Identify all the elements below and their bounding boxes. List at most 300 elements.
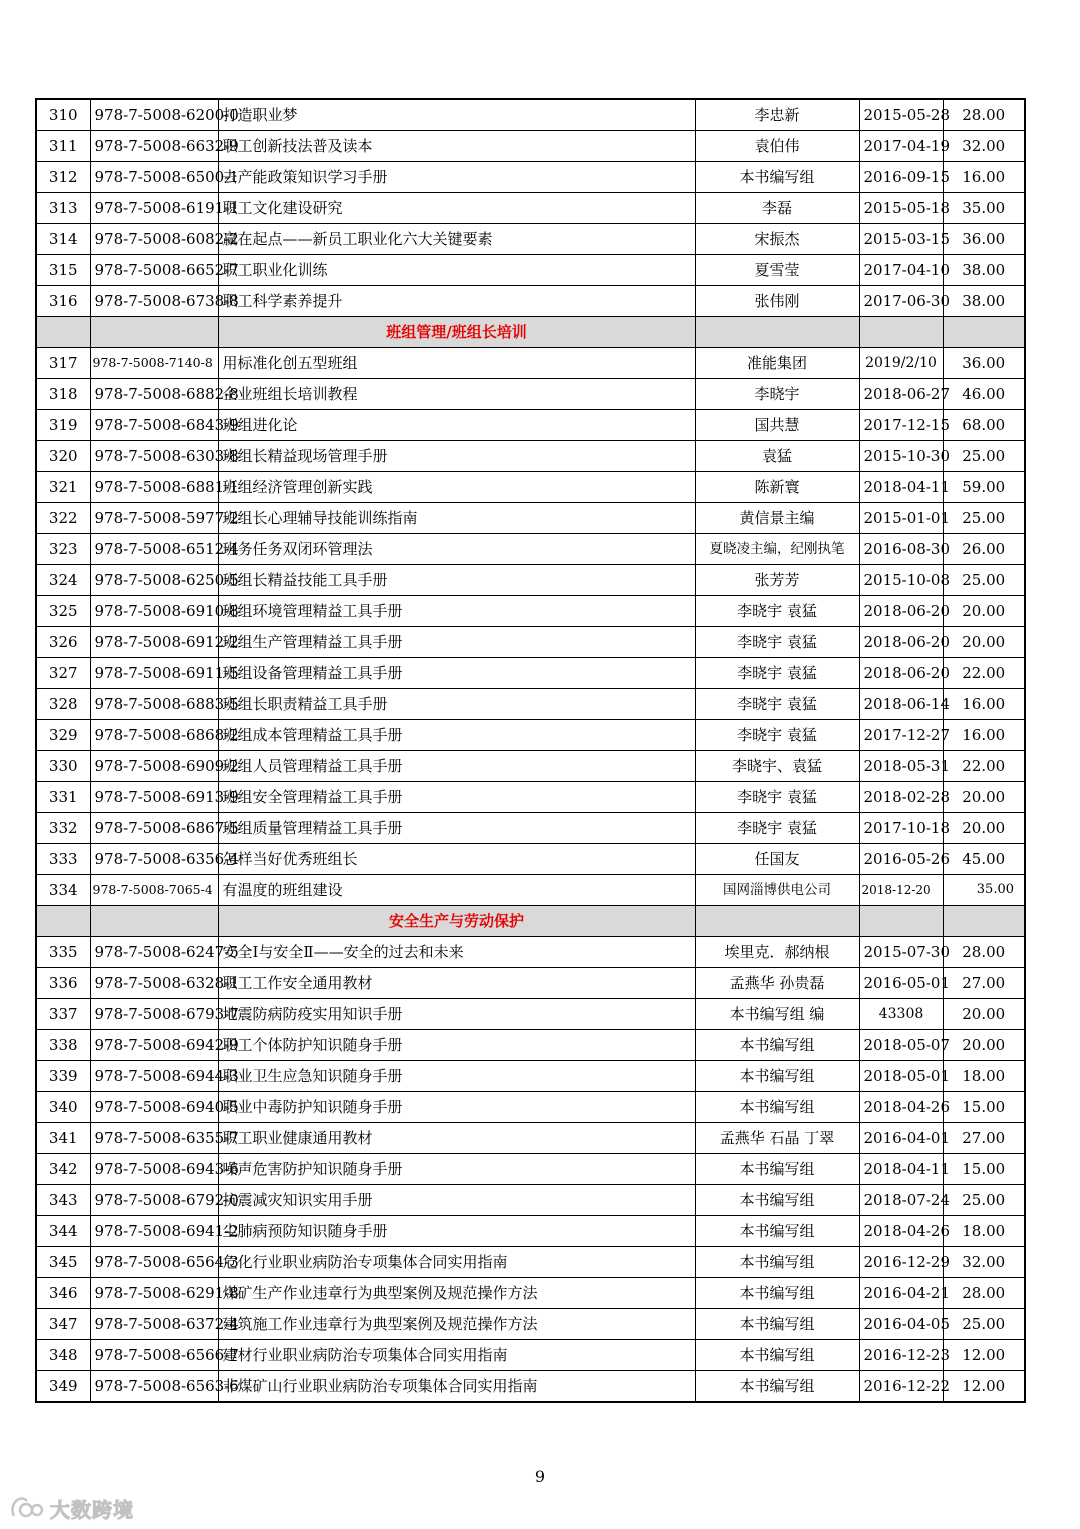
title-cell: 班组进化论 bbox=[218, 410, 695, 441]
title-cell: 地震防病防疫实用知识手册 bbox=[218, 999, 695, 1030]
price-cell: 28.00 bbox=[943, 1278, 1025, 1309]
author-cell: 本书编写组 bbox=[695, 1309, 859, 1340]
date-cell: 2017-04-10 bbox=[859, 255, 943, 286]
author-cell: 国网淄博供电公司 bbox=[695, 875, 859, 906]
date-cell: 2018-02-28 bbox=[859, 782, 943, 813]
price-cell: 20.00 bbox=[943, 813, 1025, 844]
title-cell: 班组人员管理精益工具手册 bbox=[218, 751, 695, 782]
price-cell: 18.00 bbox=[943, 1061, 1025, 1092]
author-cell: 本书编写组 编 bbox=[695, 999, 859, 1030]
row-number-cell: 335 bbox=[36, 937, 90, 968]
price-cell: 32.00 bbox=[943, 131, 1025, 162]
isbn-cell: 978-7-5008-6943-6 bbox=[90, 1154, 218, 1185]
table-row bbox=[36, 1247, 1025, 1278]
price-cell: 35.00 bbox=[943, 875, 1025, 906]
table-row bbox=[36, 162, 1025, 193]
table-row bbox=[36, 565, 1025, 596]
price-cell: 15.00 bbox=[943, 1154, 1025, 1185]
row-number-cell: 317 bbox=[36, 348, 90, 379]
date-cell: 2015-01-01 bbox=[859, 503, 943, 534]
author-cell: 李忠新 bbox=[695, 99, 859, 131]
author-cell: 本书编写组 bbox=[695, 1278, 859, 1309]
isbn-cell: 978-7-5008-6883-5 bbox=[90, 689, 218, 720]
date-cell: 2016-09-15 bbox=[859, 162, 943, 193]
date-cell: 2016-04-21 bbox=[859, 1278, 943, 1309]
price-cell: 20.00 bbox=[943, 596, 1025, 627]
date-cell: 2018-05-07 bbox=[859, 1030, 943, 1061]
price-cell: 16.00 bbox=[943, 162, 1025, 193]
table-row bbox=[36, 875, 1025, 906]
row-number-cell: 319 bbox=[36, 410, 90, 441]
title-cell: 尘肺病预防知识随身手册 bbox=[218, 1216, 695, 1247]
table-row bbox=[36, 348, 1025, 379]
table-row bbox=[36, 1371, 1025, 1403]
row-number-cell: 341 bbox=[36, 1123, 90, 1154]
isbn-cell: 978-7-5008-6632-9 bbox=[90, 131, 218, 162]
isbn-cell: 978-7-5008-6913-9 bbox=[90, 782, 218, 813]
author-cell: 准能集团 bbox=[695, 348, 859, 379]
title-cell: 去产能政策知识学习手册 bbox=[218, 162, 695, 193]
book-list-body bbox=[36, 99, 1025, 1402]
isbn-cell: 978-7-5008-6793-7 bbox=[90, 999, 218, 1030]
table-row bbox=[36, 503, 1025, 534]
date-cell: 2018-06-20 bbox=[859, 627, 943, 658]
section-empty-cell bbox=[36, 906, 90, 937]
date-cell: 2018-07-24 bbox=[859, 1185, 943, 1216]
date-cell: 2018-05-01 bbox=[859, 1061, 943, 1092]
author-cell: 宋振杰 bbox=[695, 224, 859, 255]
table-row bbox=[36, 472, 1025, 503]
price-cell: 20.00 bbox=[943, 782, 1025, 813]
author-cell: 夏雪莹 bbox=[695, 255, 859, 286]
table-row bbox=[36, 224, 1025, 255]
row-number-cell: 338 bbox=[36, 1030, 90, 1061]
price-cell: 26.00 bbox=[943, 534, 1025, 565]
price-cell: 22.00 bbox=[943, 658, 1025, 689]
author-cell: 袁伯伟 bbox=[695, 131, 859, 162]
author-cell: 任国友 bbox=[695, 844, 859, 875]
section-empty-cell bbox=[859, 317, 943, 348]
section-empty-cell bbox=[695, 317, 859, 348]
section-empty-cell bbox=[90, 317, 218, 348]
date-cell: 2016-08-30 bbox=[859, 534, 943, 565]
author-cell: 本书编写组 bbox=[695, 1030, 859, 1061]
isbn-cell: 978-7-5008-6652-7 bbox=[90, 255, 218, 286]
row-number-cell: 331 bbox=[36, 782, 90, 813]
row-number-cell: 342 bbox=[36, 1154, 90, 1185]
price-cell: 15.00 bbox=[943, 1092, 1025, 1123]
isbn-cell: 978-7-5008-6941-2 bbox=[90, 1216, 218, 1247]
table-row bbox=[36, 596, 1025, 627]
title-cell: 职业卫生应急知识随身手册 bbox=[218, 1061, 695, 1092]
isbn-cell: 978-7-5008-6512-4 bbox=[90, 534, 218, 565]
section-empty-cell bbox=[943, 906, 1025, 937]
price-cell: 35.00 bbox=[943, 193, 1025, 224]
isbn-cell: 978-7-5008-6191-1 bbox=[90, 193, 218, 224]
table-row bbox=[36, 99, 1025, 131]
date-cell: 2016-12-29 bbox=[859, 1247, 943, 1278]
isbn-cell: 978-7-5008-6250-5 bbox=[90, 565, 218, 596]
price-cell: 25.00 bbox=[943, 503, 1025, 534]
title-cell: 有温度的班组建设 bbox=[218, 875, 695, 906]
section-header-row bbox=[36, 906, 1025, 937]
date-cell: 43308 bbox=[859, 999, 943, 1030]
row-number-cell: 349 bbox=[36, 1371, 90, 1403]
isbn-cell: 978-7-5008-6291-8 bbox=[90, 1278, 218, 1309]
table-row bbox=[36, 286, 1025, 317]
title-cell: 职工职业健康通用教材 bbox=[218, 1123, 695, 1154]
price-cell: 36.00 bbox=[943, 224, 1025, 255]
author-cell: 埃里克．郝纳根 bbox=[695, 937, 859, 968]
row-number-cell: 313 bbox=[36, 193, 90, 224]
price-cell: 46.00 bbox=[943, 379, 1025, 410]
title-cell: 抗震减灾知识实用手册 bbox=[218, 1185, 695, 1216]
author-cell: 本书编写组 bbox=[695, 1340, 859, 1371]
table-row bbox=[36, 1061, 1025, 1092]
section-empty-cell bbox=[859, 906, 943, 937]
isbn-cell: 978-7-5008-5977-2 bbox=[90, 503, 218, 534]
section-empty-cell bbox=[90, 906, 218, 937]
author-cell: 本书编写组 bbox=[695, 1061, 859, 1092]
price-cell: 22.00 bbox=[943, 751, 1025, 782]
author-cell: 本书编写组 bbox=[695, 1371, 859, 1403]
table-row bbox=[36, 689, 1025, 720]
title-cell: 班组长精益技能工具手册 bbox=[218, 565, 695, 596]
title-cell: 赢在起点——新员工职业化六大关键要素 bbox=[218, 224, 695, 255]
isbn-cell: 978-7-5008-6563-6 bbox=[90, 1371, 218, 1403]
date-cell: 2015-10-30 bbox=[859, 441, 943, 472]
title-cell: 企业班组长培训教程 bbox=[218, 379, 695, 410]
author-cell: 李晓宇 袁猛 bbox=[695, 720, 859, 751]
author-cell: 夏晓凌主编，纪刚执笔 bbox=[695, 534, 859, 565]
author-cell: 本书编写组 bbox=[695, 1185, 859, 1216]
date-cell: 2016-12-22 bbox=[859, 1371, 943, 1403]
isbn-cell: 978-7-5008-6792-0 bbox=[90, 1185, 218, 1216]
isbn-cell: 978-7-5008-6566-7 bbox=[90, 1340, 218, 1371]
price-cell: 27.00 bbox=[943, 968, 1025, 999]
isbn-cell: 978-7-5008-6911-5 bbox=[90, 658, 218, 689]
table-row bbox=[36, 193, 1025, 224]
row-number-cell: 325 bbox=[36, 596, 90, 627]
isbn-cell: 978-7-5008-6940-5 bbox=[90, 1092, 218, 1123]
title-cell: 班组设备管理精益工具手册 bbox=[218, 658, 695, 689]
date-cell: 2018-06-27 bbox=[859, 379, 943, 410]
title-cell: 非煤矿山行业职业病防治专项集体合同实用指南 bbox=[218, 1371, 695, 1403]
isbn-cell: 978-7-5008-7065-4 bbox=[90, 875, 218, 906]
author-cell: 李晓宇、袁猛 bbox=[695, 751, 859, 782]
date-cell: 2018-04-26 bbox=[859, 1216, 943, 1247]
row-number-cell: 336 bbox=[36, 968, 90, 999]
title-cell: 职业中毒防护知识随身手册 bbox=[218, 1092, 695, 1123]
title-cell: 危化行业职业病防治专项集体合同实用指南 bbox=[218, 1247, 695, 1278]
row-number-cell: 332 bbox=[36, 813, 90, 844]
title-cell: 用标准化创五型班组 bbox=[218, 348, 695, 379]
date-cell: 2019/2/10 bbox=[859, 348, 943, 379]
row-number-cell: 330 bbox=[36, 751, 90, 782]
date-cell: 2018-04-26 bbox=[859, 1092, 943, 1123]
table-row bbox=[36, 1309, 1025, 1340]
row-number-cell: 326 bbox=[36, 627, 90, 658]
table-row bbox=[36, 751, 1025, 782]
author-cell: 李晓宇 bbox=[695, 379, 859, 410]
table-row bbox=[36, 999, 1025, 1030]
title-cell: 安全Ⅰ与安全Ⅱ——安全的过去和未来 bbox=[218, 937, 695, 968]
title-cell: 班务任务双闭环管理法 bbox=[218, 534, 695, 565]
isbn-cell: 978-7-5008-6867-5 bbox=[90, 813, 218, 844]
title-cell: 班组成本管理精益工具手册 bbox=[218, 720, 695, 751]
row-number-cell: 320 bbox=[36, 441, 90, 472]
table-row bbox=[36, 1154, 1025, 1185]
date-cell: 2018-05-31 bbox=[859, 751, 943, 782]
title-cell: 建筑施工作业违章行为典型案例及规范操作方法 bbox=[218, 1309, 695, 1340]
section-empty-cell bbox=[695, 906, 859, 937]
date-cell: 2015-10-08 bbox=[859, 565, 943, 596]
table-row bbox=[36, 1278, 1025, 1309]
isbn-cell: 978-7-5008-6882-8 bbox=[90, 379, 218, 410]
price-cell: 38.00 bbox=[943, 286, 1025, 317]
price-cell: 36.00 bbox=[943, 348, 1025, 379]
row-number-cell: 347 bbox=[36, 1309, 90, 1340]
table-row bbox=[36, 410, 1025, 441]
section-empty-cell bbox=[36, 317, 90, 348]
table-row bbox=[36, 255, 1025, 286]
price-cell: 27.00 bbox=[943, 1123, 1025, 1154]
row-number-cell: 310 bbox=[36, 99, 90, 131]
table-row bbox=[36, 441, 1025, 472]
table-row bbox=[36, 720, 1025, 751]
isbn-cell: 978-7-5008-6500-1 bbox=[90, 162, 218, 193]
date-cell: 2016-12-23 bbox=[859, 1340, 943, 1371]
table-row bbox=[36, 1092, 1025, 1123]
title-cell: 打造职业梦 bbox=[218, 99, 695, 131]
table-row bbox=[36, 379, 1025, 410]
row-number-cell: 339 bbox=[36, 1061, 90, 1092]
author-cell: 李磊 bbox=[695, 193, 859, 224]
isbn-cell: 978-7-5008-6355-7 bbox=[90, 1123, 218, 1154]
title-cell: 班组长心理辅导技能训练指南 bbox=[218, 503, 695, 534]
title-cell: 建材行业职业病防治专项集体合同实用指南 bbox=[218, 1340, 695, 1371]
date-cell: 2018-04-11 bbox=[859, 1154, 943, 1185]
isbn-cell: 978-7-5008-7140-8 bbox=[90, 348, 218, 379]
row-number-cell: 344 bbox=[36, 1216, 90, 1247]
price-cell: 16.00 bbox=[943, 720, 1025, 751]
table-row bbox=[36, 131, 1025, 162]
title-cell: 怎样当好优秀班组长 bbox=[218, 844, 695, 875]
title-cell: 班组安全管理精益工具手册 bbox=[218, 782, 695, 813]
date-cell: 2015-07-30 bbox=[859, 937, 943, 968]
row-number-cell: 318 bbox=[36, 379, 90, 410]
row-number-cell: 324 bbox=[36, 565, 90, 596]
price-cell: 20.00 bbox=[943, 1030, 1025, 1061]
table-row bbox=[36, 1030, 1025, 1061]
price-cell: 28.00 bbox=[943, 937, 1025, 968]
title-cell: 班组长精益现场管理手册 bbox=[218, 441, 695, 472]
price-cell: 32.00 bbox=[943, 1247, 1025, 1278]
table-row bbox=[36, 1185, 1025, 1216]
watermark bbox=[8, 1493, 134, 1523]
isbn-cell: 978-7-5008-6200-0 bbox=[90, 99, 218, 131]
table-row bbox=[36, 968, 1025, 999]
isbn-cell: 978-7-5008-6912-2 bbox=[90, 627, 218, 658]
row-number-cell: 343 bbox=[36, 1185, 90, 1216]
author-cell: 本书编写组 bbox=[695, 1092, 859, 1123]
title-cell: 噪声危害防护知识随身手册 bbox=[218, 1154, 695, 1185]
author-cell: 李晓宇 袁猛 bbox=[695, 627, 859, 658]
author-cell: 国共慧 bbox=[695, 410, 859, 441]
isbn-cell: 978-7-5008-6247-5 bbox=[90, 937, 218, 968]
table-row bbox=[36, 627, 1025, 658]
watermark-logo-icon bbox=[8, 1496, 44, 1520]
row-number-cell: 334 bbox=[36, 875, 90, 906]
author-cell: 张芳芳 bbox=[695, 565, 859, 596]
section-empty-cell bbox=[943, 317, 1025, 348]
price-cell: 25.00 bbox=[943, 1185, 1025, 1216]
date-cell: 2018-06-14 bbox=[859, 689, 943, 720]
row-number-cell: 340 bbox=[36, 1092, 90, 1123]
date-cell: 2015-05-18 bbox=[859, 193, 943, 224]
table-row bbox=[36, 1216, 1025, 1247]
row-number-cell: 315 bbox=[36, 255, 90, 286]
title-cell: 班组环境管理精益工具手册 bbox=[218, 596, 695, 627]
title-cell: 班组经济管理创新实践 bbox=[218, 472, 695, 503]
date-cell: 2018-12-20 bbox=[859, 875, 943, 906]
date-cell: 2016-04-05 bbox=[859, 1309, 943, 1340]
price-cell: 20.00 bbox=[943, 999, 1025, 1030]
date-cell: 2015-03-15 bbox=[859, 224, 943, 255]
isbn-cell: 978-7-5008-6942-9 bbox=[90, 1030, 218, 1061]
date-cell: 2018-06-20 bbox=[859, 596, 943, 627]
title-cell: 煤矿生产作业违章行为典型案例及规范操作方法 bbox=[218, 1278, 695, 1309]
date-cell: 2016-04-01 bbox=[859, 1123, 943, 1154]
title-cell: 班组质量管理精益工具手册 bbox=[218, 813, 695, 844]
author-cell: 孟燕华 孙贵磊 bbox=[695, 968, 859, 999]
price-cell: 28.00 bbox=[943, 99, 1025, 131]
price-cell: 25.00 bbox=[943, 441, 1025, 472]
isbn-cell: 978-7-5008-6868-2 bbox=[90, 720, 218, 751]
isbn-cell: 978-7-5008-6910-8 bbox=[90, 596, 218, 627]
row-number-cell: 321 bbox=[36, 472, 90, 503]
author-cell: 李晓宇 袁猛 bbox=[695, 658, 859, 689]
title-cell: 职工科学素养提升 bbox=[218, 286, 695, 317]
author-cell: 李晓宇 袁猛 bbox=[695, 596, 859, 627]
row-number-cell: 311 bbox=[36, 131, 90, 162]
table-row bbox=[36, 844, 1025, 875]
price-cell: 20.00 bbox=[943, 627, 1025, 658]
book-list-table bbox=[35, 98, 1026, 1403]
section-title: 安全生产与劳动保护 bbox=[218, 906, 695, 937]
isbn-cell: 978-7-5008-6944-3 bbox=[90, 1061, 218, 1092]
title-cell: 职工个体防护知识随身手册 bbox=[218, 1030, 695, 1061]
row-number-cell: 348 bbox=[36, 1340, 90, 1371]
row-number-cell: 316 bbox=[36, 286, 90, 317]
isbn-cell: 978-7-5008-6328-1 bbox=[90, 968, 218, 999]
watermark-text: 大数跨境 bbox=[50, 1497, 134, 1522]
price-cell: 25.00 bbox=[943, 565, 1025, 596]
price-cell: 12.00 bbox=[943, 1371, 1025, 1403]
title-cell: 职工创新技法普及读本 bbox=[218, 131, 695, 162]
price-cell: 68.00 bbox=[943, 410, 1025, 441]
author-cell: 本书编写组 bbox=[695, 1154, 859, 1185]
table-row bbox=[36, 1340, 1025, 1371]
row-number-cell: 346 bbox=[36, 1278, 90, 1309]
date-cell: 2017-06-30 bbox=[859, 286, 943, 317]
isbn-cell: 978-7-5008-6843-9 bbox=[90, 410, 218, 441]
title-cell: 班组生产管理精益工具手册 bbox=[218, 627, 695, 658]
isbn-cell: 978-7-5008-6303-8 bbox=[90, 441, 218, 472]
table-row bbox=[36, 937, 1025, 968]
price-cell: 12.00 bbox=[943, 1340, 1025, 1371]
author-cell: 张伟刚 bbox=[695, 286, 859, 317]
isbn-cell: 978-7-5008-6909-2 bbox=[90, 751, 218, 782]
author-cell: 本书编写组 bbox=[695, 162, 859, 193]
author-cell: 孟燕华 石晶 丁翠 bbox=[695, 1123, 859, 1154]
row-number-cell: 312 bbox=[36, 162, 90, 193]
row-number-cell: 323 bbox=[36, 534, 90, 565]
isbn-cell: 978-7-5008-6082-2 bbox=[90, 224, 218, 255]
isbn-cell: 978-7-5008-6881-1 bbox=[90, 472, 218, 503]
row-number-cell: 337 bbox=[36, 999, 90, 1030]
isbn-cell: 978-7-5008-6372-4 bbox=[90, 1309, 218, 1340]
section-title: 班组管理/班组长培训 bbox=[218, 317, 695, 348]
isbn-cell: 978-7-5008-6738-8 bbox=[90, 286, 218, 317]
row-number-cell: 345 bbox=[36, 1247, 90, 1278]
row-number-cell: 328 bbox=[36, 689, 90, 720]
row-number-cell: 322 bbox=[36, 503, 90, 534]
table-row bbox=[36, 813, 1025, 844]
price-cell: 38.00 bbox=[943, 255, 1025, 286]
table-row bbox=[36, 658, 1025, 689]
row-number-cell: 333 bbox=[36, 844, 90, 875]
title-cell: 职工职业化训练 bbox=[218, 255, 695, 286]
page-number: 9 bbox=[534, 1467, 546, 1486]
date-cell: 2018-06-20 bbox=[859, 658, 943, 689]
price-cell: 45.00 bbox=[943, 844, 1025, 875]
title-cell: 班组长职责精益工具手册 bbox=[218, 689, 695, 720]
price-cell: 18.00 bbox=[943, 1216, 1025, 1247]
date-cell: 2016-05-26 bbox=[859, 844, 943, 875]
author-cell: 袁猛 bbox=[695, 441, 859, 472]
price-cell: 59.00 bbox=[943, 472, 1025, 503]
price-cell: 16.00 bbox=[943, 689, 1025, 720]
author-cell: 本书编写组 bbox=[695, 1216, 859, 1247]
isbn-cell: 978-7-5008-6564-3 bbox=[90, 1247, 218, 1278]
section-header-row bbox=[36, 317, 1025, 348]
date-cell: 2018-04-11 bbox=[859, 472, 943, 503]
author-cell: 李晓宇 袁猛 bbox=[695, 782, 859, 813]
title-cell: 职工工作安全通用教材 bbox=[218, 968, 695, 999]
row-number-cell: 327 bbox=[36, 658, 90, 689]
author-cell: 李晓宇 袁猛 bbox=[695, 689, 859, 720]
table-row bbox=[36, 1123, 1025, 1154]
author-cell: 本书编写组 bbox=[695, 1247, 859, 1278]
table-row bbox=[36, 782, 1025, 813]
author-cell: 李晓宇 袁猛 bbox=[695, 813, 859, 844]
price-cell: 25.00 bbox=[943, 1309, 1025, 1340]
row-number-cell: 329 bbox=[36, 720, 90, 751]
date-cell: 2015-05-28 bbox=[859, 99, 943, 131]
date-cell: 2017-12-15 bbox=[859, 410, 943, 441]
isbn-cell: 978-7-5008-6356-4 bbox=[90, 844, 218, 875]
author-cell: 陈新寰 bbox=[695, 472, 859, 503]
author-cell: 黄信景主编 bbox=[695, 503, 859, 534]
date-cell: 2017-12-27 bbox=[859, 720, 943, 751]
table-row bbox=[36, 534, 1025, 565]
row-number-cell: 314 bbox=[36, 224, 90, 255]
date-cell: 2016-05-01 bbox=[859, 968, 943, 999]
date-cell: 2017-04-19 bbox=[859, 131, 943, 162]
date-cell: 2017-10-18 bbox=[859, 813, 943, 844]
title-cell: 职工文化建设研究 bbox=[218, 193, 695, 224]
